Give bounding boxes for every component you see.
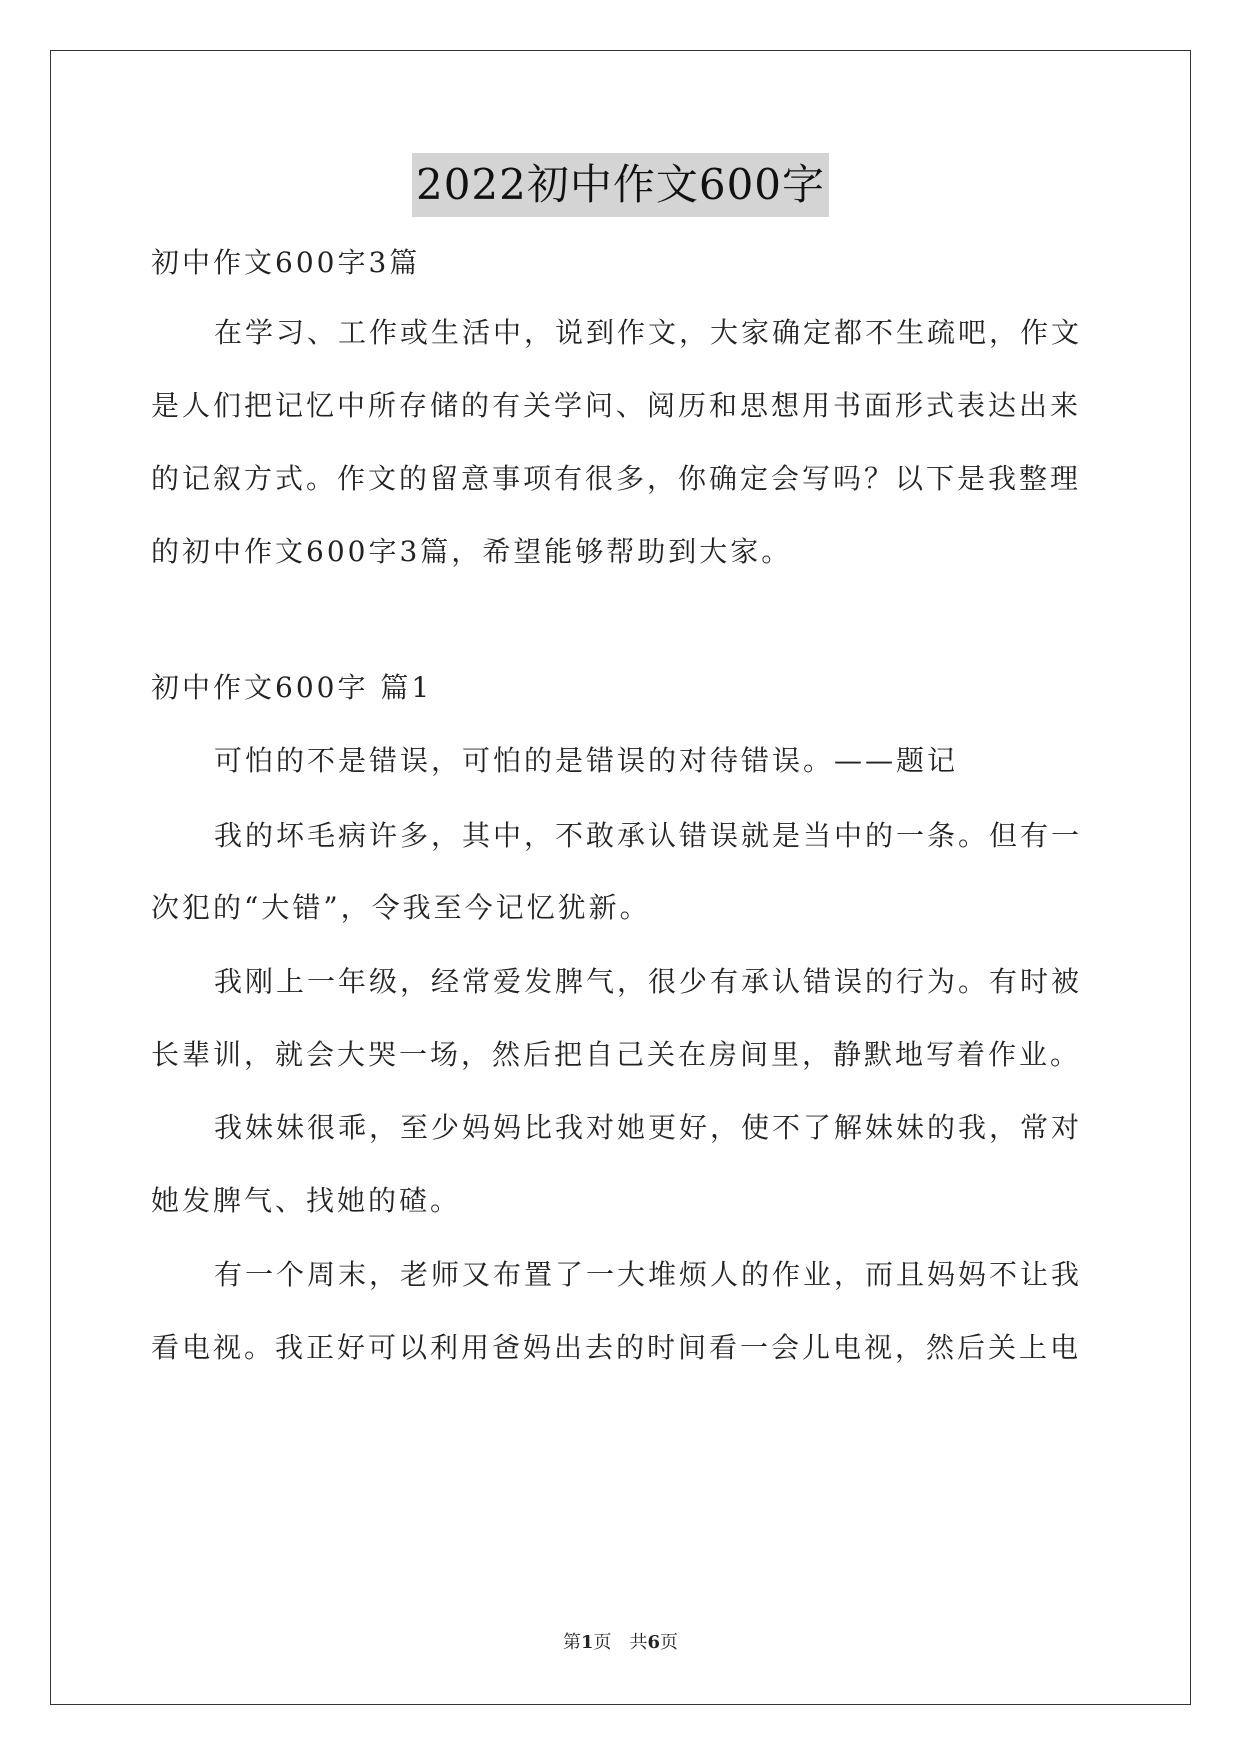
body-line: 我的坏毛病许多，其中，不敢承认错误就是当中的一条。但有一 [214,819,1083,852]
body-line: 我刚上一年级，经常爱发脾气，很少有承认错误的行为。有时被 [214,965,1083,998]
footer-suffix: 页 [660,1632,679,1653]
body-line: 她发脾气、找她的碴。 [151,1184,462,1217]
total-pages-number: 6 [647,1632,661,1653]
footer-prefix: 第 [562,1632,581,1653]
body-line: 我妹妹很乖，至少妈妈比我对她更好，使不了解妹妹的我，常对 [214,1111,1083,1144]
document-subtitle: 初中作文600字3篇 [151,246,421,279]
body-line: 长辈训，就会大哭一场，然后把自己关在房间里，静默地写着作业。 [151,1038,1082,1071]
current-page-number: 1 [580,1632,594,1653]
title-wrapper [0,153,1241,217]
page-border [50,50,1191,1705]
section-heading: 初中作文600字 篇1 [151,671,433,704]
intro-line: 的初中作文600字3篇，希望能够帮助到大家。 [151,535,793,568]
intro-line: 的记叙方式。作文的留意事项有很多，你确定会写吗？以下是我整理 [151,462,1082,495]
document-title: 2022初中作文600字 [412,153,829,217]
body-line: 次犯的“大错”，令我至今记忆犹新。 [151,891,651,924]
footer-middle: 页 共 [593,1632,648,1653]
page-footer [0,1628,1241,1654]
intro-line: 在学习、工作或生活中，说到作文，大家确定都不生疏吧，作文 [214,316,1083,349]
body-line: 有一个周末，老师又布置了一大堆烦人的作业，而且妈妈不让我 [214,1258,1083,1291]
body-line: 看电视。我正好可以利用爸妈出去的时间看一会儿电视，然后关上电 [151,1331,1082,1364]
intro-line: 是人们把记忆中所存储的有关学问、阅历和思想用书面形式表达出来 [151,389,1082,422]
body-line: 可怕的不是错误，可怕的是错误的对待错误。——题记 [214,744,959,777]
